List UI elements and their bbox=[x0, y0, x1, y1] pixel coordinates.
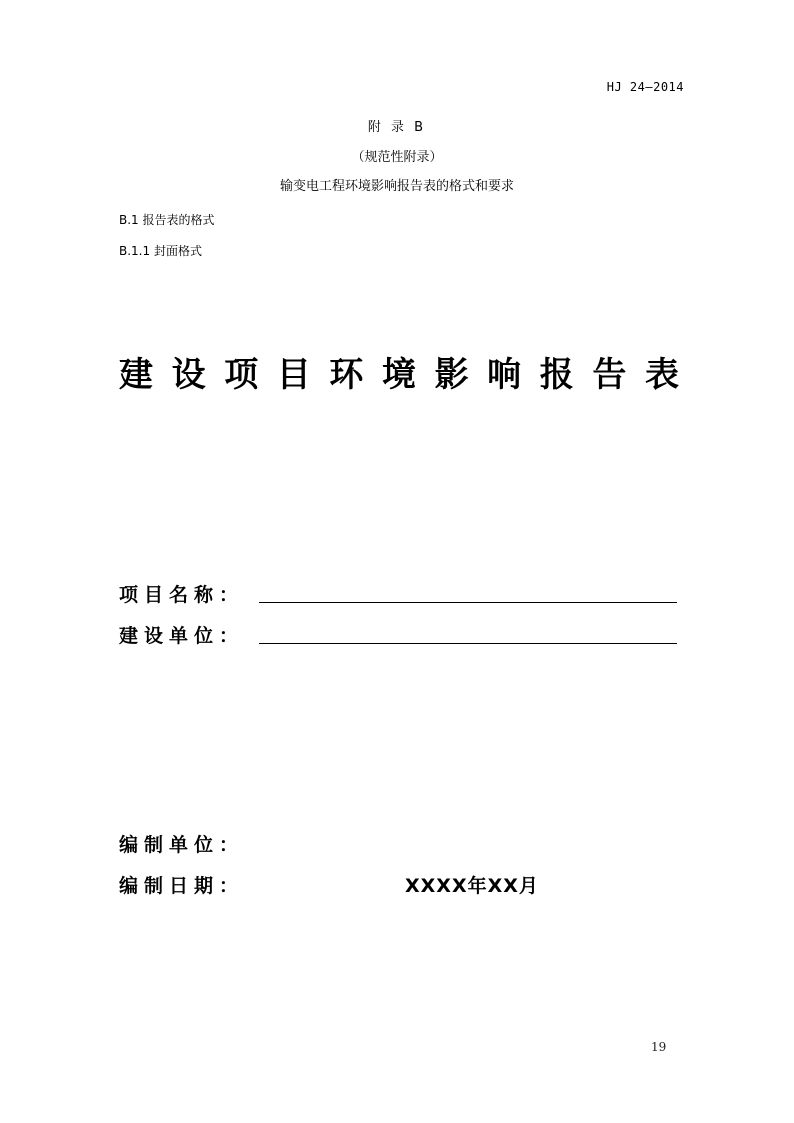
cover-title-char: 表 bbox=[644, 355, 679, 395]
standard-code: HJ 24—2014 bbox=[606, 80, 684, 94]
cover-title-char: 报 bbox=[539, 355, 574, 395]
cover-title bbox=[119, 352, 679, 398]
cover-title-char: 目 bbox=[276, 355, 311, 395]
appendix-nature: （规范性附录） bbox=[351, 150, 443, 165]
appendix-subject: 输变电工程环境影响报告表的格式和要求 bbox=[279, 179, 514, 194]
cover-title-char: 环 bbox=[329, 355, 364, 395]
cover-title-char: 建 bbox=[119, 355, 153, 395]
cover-title-char: 设 bbox=[171, 355, 206, 395]
construction-unit-underline bbox=[259, 643, 677, 644]
section-heading-b11: B.1.1 封面格式 bbox=[119, 244, 202, 258]
project-name-label: 项目名称： bbox=[119, 584, 245, 606]
cover-title-char: 响 bbox=[487, 355, 522, 395]
appendix-title: 附 录 B bbox=[367, 120, 427, 135]
edit-date-label: 编制日期： bbox=[119, 875, 245, 897]
cover-title-char: 境 bbox=[381, 355, 416, 395]
section-heading-b1: B.1 报告表的格式 bbox=[119, 213, 215, 227]
construction-unit-label: 建设单位： bbox=[119, 625, 245, 647]
project-name-underline bbox=[259, 602, 677, 603]
cover-title-char: 项 bbox=[224, 355, 259, 395]
editor-unit-label: 编制单位： bbox=[119, 834, 245, 856]
cover-title-char: 告 bbox=[592, 355, 627, 395]
cover-title-char: 影 bbox=[434, 355, 469, 395]
page-number: 19 bbox=[651, 1040, 667, 1054]
edit-date-value: XXXX年XX月 bbox=[405, 875, 539, 897]
